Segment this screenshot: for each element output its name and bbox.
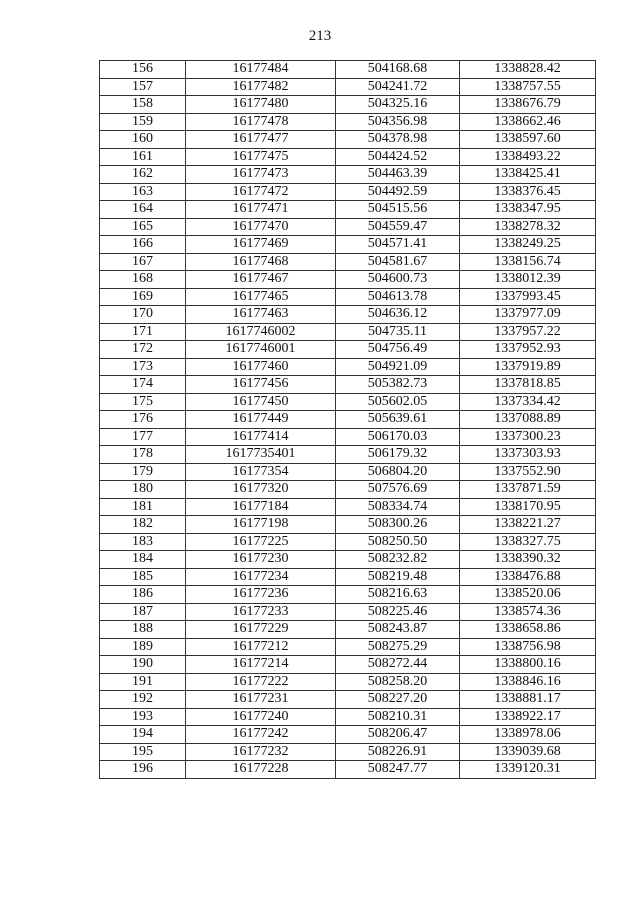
table-row: [100, 323, 596, 341]
point-number-cell: 172: [100, 341, 186, 359]
point-id-cell: 16177470: [186, 218, 336, 236]
y-coordinate-cell: 1339120.31: [460, 761, 596, 779]
x-coordinate-cell: 504559.47: [336, 218, 460, 236]
y-coordinate-cell: 1337993.45: [460, 288, 596, 306]
table-row: [100, 411, 596, 429]
y-coordinate-cell: 1338756.98: [460, 638, 596, 656]
table-row: [100, 306, 596, 324]
x-coordinate-cell: 508250.50: [336, 533, 460, 551]
x-coordinate-cell: 508206.47: [336, 726, 460, 744]
point-id-cell: 16177478: [186, 113, 336, 131]
point-id-cell: 16177232: [186, 743, 336, 761]
table-row: [100, 463, 596, 481]
y-coordinate-cell: 1337088.89: [460, 411, 596, 429]
table-row: [100, 376, 596, 394]
table-row: [100, 551, 596, 569]
y-coordinate-cell: 1337818.85: [460, 376, 596, 394]
point-number-cell: 157: [100, 78, 186, 96]
y-coordinate-cell: 1337977.09: [460, 306, 596, 324]
point-id-cell: 16177484: [186, 61, 336, 79]
point-id-cell: 16177229: [186, 621, 336, 639]
point-id-cell: 1617746001: [186, 341, 336, 359]
x-coordinate-cell: 508216.63: [336, 586, 460, 604]
x-coordinate-cell: 504581.67: [336, 253, 460, 271]
point-id-cell: 16177450: [186, 393, 336, 411]
point-number-cell: 168: [100, 271, 186, 289]
y-coordinate-cell: 1338757.55: [460, 78, 596, 96]
y-coordinate-cell: 1338493.22: [460, 148, 596, 166]
point-number-cell: 177: [100, 428, 186, 446]
point-number-cell: 156: [100, 61, 186, 79]
point-number-cell: 169: [100, 288, 186, 306]
table-row: [100, 691, 596, 709]
x-coordinate-cell: 504571.41: [336, 236, 460, 254]
point-number-cell: 193: [100, 708, 186, 726]
point-number-cell: 184: [100, 551, 186, 569]
point-id-cell: 16177469: [186, 236, 336, 254]
point-id-cell: 16177225: [186, 533, 336, 551]
point-number-cell: 162: [100, 166, 186, 184]
y-coordinate-cell: 1338347.95: [460, 201, 596, 219]
point-id-cell: 16177233: [186, 603, 336, 621]
y-coordinate-cell: 1338846.16: [460, 673, 596, 691]
x-coordinate-cell: 504756.49: [336, 341, 460, 359]
point-id-cell: 16177184: [186, 498, 336, 516]
y-coordinate-cell: 1338012.39: [460, 271, 596, 289]
x-coordinate-cell: 508243.87: [336, 621, 460, 639]
table-row: [100, 201, 596, 219]
table-row: [100, 236, 596, 254]
x-coordinate-cell: 505382.73: [336, 376, 460, 394]
x-coordinate-cell: 508232.82: [336, 551, 460, 569]
x-coordinate-cell: 508225.46: [336, 603, 460, 621]
point-number-cell: 160: [100, 131, 186, 149]
x-coordinate-cell: 504636.12: [336, 306, 460, 324]
table-row: [100, 183, 596, 201]
x-coordinate-cell: 508334.74: [336, 498, 460, 516]
point-number-cell: 166: [100, 236, 186, 254]
y-coordinate-cell: 1338376.45: [460, 183, 596, 201]
point-number-cell: 171: [100, 323, 186, 341]
point-number-cell: 159: [100, 113, 186, 131]
point-id-cell: 16177320: [186, 481, 336, 499]
x-coordinate-cell: 504600.73: [336, 271, 460, 289]
point-id-cell: 16177472: [186, 183, 336, 201]
point-number-cell: 190: [100, 656, 186, 674]
y-coordinate-cell: 1339039.68: [460, 743, 596, 761]
point-number-cell: 195: [100, 743, 186, 761]
y-coordinate-cell: 1337871.59: [460, 481, 596, 499]
point-id-cell: 1617735401: [186, 446, 336, 464]
point-number-cell: 180: [100, 481, 186, 499]
y-coordinate-cell: 1338574.36: [460, 603, 596, 621]
y-coordinate-cell: 1338390.32: [460, 551, 596, 569]
point-id-cell: 16177482: [186, 78, 336, 96]
point-number-cell: 194: [100, 726, 186, 744]
y-coordinate-cell: 1338676.79: [460, 96, 596, 114]
y-coordinate-cell: 1338658.86: [460, 621, 596, 639]
y-coordinate-cell: 1337552.90: [460, 463, 596, 481]
point-number-cell: 196: [100, 761, 186, 779]
y-coordinate-cell: 1338170.95: [460, 498, 596, 516]
point-number-cell: 165: [100, 218, 186, 236]
y-coordinate-cell: 1337303.93: [460, 446, 596, 464]
table-row: [100, 341, 596, 359]
point-id-cell: 16177414: [186, 428, 336, 446]
point-number-cell: 158: [100, 96, 186, 114]
x-coordinate-cell: 504356.98: [336, 113, 460, 131]
table-row: [100, 358, 596, 376]
table-row: [100, 568, 596, 586]
point-id-cell: 16177242: [186, 726, 336, 744]
point-id-cell: 16177468: [186, 253, 336, 271]
x-coordinate-cell: 504378.98: [336, 131, 460, 149]
y-coordinate-cell: 1337300.23: [460, 428, 596, 446]
y-coordinate-cell: 1338800.16: [460, 656, 596, 674]
x-coordinate-cell: 504424.52: [336, 148, 460, 166]
point-number-cell: 187: [100, 603, 186, 621]
table-row: [100, 218, 596, 236]
table-row: [100, 393, 596, 411]
table-row: [100, 586, 596, 604]
table-row: [100, 131, 596, 149]
x-coordinate-cell: 508210.31: [336, 708, 460, 726]
point-id-cell: 16177198: [186, 516, 336, 534]
coordinates-table: [99, 60, 596, 779]
y-coordinate-cell: 1337334.42: [460, 393, 596, 411]
table-row: [100, 61, 596, 79]
y-coordinate-cell: 1337919.89: [460, 358, 596, 376]
point-number-cell: 181: [100, 498, 186, 516]
point-number-cell: 167: [100, 253, 186, 271]
table-row: [100, 166, 596, 184]
y-coordinate-cell: 1338881.17: [460, 691, 596, 709]
table-row: [100, 656, 596, 674]
x-coordinate-cell: 508227.20: [336, 691, 460, 709]
point-id-cell: 16177467: [186, 271, 336, 289]
x-coordinate-cell: 504463.39: [336, 166, 460, 184]
point-number-cell: 183: [100, 533, 186, 551]
table-row: [100, 96, 596, 114]
table-row: [100, 673, 596, 691]
point-id-cell: 16177477: [186, 131, 336, 149]
point-number-cell: 182: [100, 516, 186, 534]
point-number-cell: 173: [100, 358, 186, 376]
point-id-cell: 16177480: [186, 96, 336, 114]
table-row: [100, 603, 596, 621]
y-coordinate-cell: 1338327.75: [460, 533, 596, 551]
x-coordinate-cell: 508247.77: [336, 761, 460, 779]
x-coordinate-cell: 504168.68: [336, 61, 460, 79]
point-id-cell: 1617746002: [186, 323, 336, 341]
x-coordinate-cell: 504241.72: [336, 78, 460, 96]
point-number-cell: 186: [100, 586, 186, 604]
x-coordinate-cell: 504613.78: [336, 288, 460, 306]
point-number-cell: 175: [100, 393, 186, 411]
y-coordinate-cell: 1338278.32: [460, 218, 596, 236]
table-row: [100, 498, 596, 516]
point-id-cell: 16177234: [186, 568, 336, 586]
point-id-cell: 16177212: [186, 638, 336, 656]
point-number-cell: 191: [100, 673, 186, 691]
point-id-cell: 16177471: [186, 201, 336, 219]
y-coordinate-cell: 1338828.42: [460, 61, 596, 79]
table-row: [100, 743, 596, 761]
point-id-cell: 16177214: [186, 656, 336, 674]
y-coordinate-cell: 1338249.25: [460, 236, 596, 254]
table-row: [100, 621, 596, 639]
table-row: [100, 253, 596, 271]
x-coordinate-cell: 504325.16: [336, 96, 460, 114]
x-coordinate-cell: 504921.09: [336, 358, 460, 376]
point-number-cell: 192: [100, 691, 186, 709]
point-id-cell: 16177236: [186, 586, 336, 604]
x-coordinate-cell: 504492.59: [336, 183, 460, 201]
table-row: [100, 726, 596, 744]
y-coordinate-cell: 1338922.17: [460, 708, 596, 726]
y-coordinate-cell: 1338662.46: [460, 113, 596, 131]
point-id-cell: 16177456: [186, 376, 336, 394]
table-row: [100, 288, 596, 306]
table-row: [100, 113, 596, 131]
point-id-cell: 16177473: [186, 166, 336, 184]
x-coordinate-cell: 508272.44: [336, 656, 460, 674]
table-row: [100, 78, 596, 96]
point-number-cell: 179: [100, 463, 186, 481]
page-number: 213: [308, 28, 332, 44]
table-row: [100, 533, 596, 551]
point-id-cell: 16177475: [186, 148, 336, 166]
point-number-cell: 164: [100, 201, 186, 219]
table-row: [100, 148, 596, 166]
x-coordinate-cell: 508275.29: [336, 638, 460, 656]
x-coordinate-cell: 506179.32: [336, 446, 460, 464]
table-row: [100, 446, 596, 464]
y-coordinate-cell: 1338597.60: [460, 131, 596, 149]
x-coordinate-cell: 505639.61: [336, 411, 460, 429]
y-coordinate-cell: 1338156.74: [460, 253, 596, 271]
point-id-cell: 16177354: [186, 463, 336, 481]
x-coordinate-cell: 504735.11: [336, 323, 460, 341]
point-id-cell: 16177230: [186, 551, 336, 569]
x-coordinate-cell: 506804.20: [336, 463, 460, 481]
x-coordinate-cell: 508300.26: [336, 516, 460, 534]
table-row: [100, 481, 596, 499]
point-number-cell: 174: [100, 376, 186, 394]
point-id-cell: 16177228: [186, 761, 336, 779]
coordinates-table-body: [100, 61, 596, 779]
table-row: [100, 428, 596, 446]
y-coordinate-cell: 1338221.27: [460, 516, 596, 534]
point-number-cell: 161: [100, 148, 186, 166]
point-id-cell: 16177465: [186, 288, 336, 306]
point-number-cell: 188: [100, 621, 186, 639]
x-coordinate-cell: 508226.91: [336, 743, 460, 761]
x-coordinate-cell: 505602.05: [336, 393, 460, 411]
point-id-cell: 16177449: [186, 411, 336, 429]
point-id-cell: 16177222: [186, 673, 336, 691]
table-row: [100, 708, 596, 726]
point-id-cell: 16177231: [186, 691, 336, 709]
table-row: [100, 516, 596, 534]
x-coordinate-cell: 508258.20: [336, 673, 460, 691]
point-number-cell: 163: [100, 183, 186, 201]
x-coordinate-cell: 507576.69: [336, 481, 460, 499]
table-row: [100, 271, 596, 289]
table-row: [100, 638, 596, 656]
point-id-cell: 16177240: [186, 708, 336, 726]
x-coordinate-cell: 506170.03: [336, 428, 460, 446]
point-id-cell: 16177460: [186, 358, 336, 376]
point-number-cell: 178: [100, 446, 186, 464]
x-coordinate-cell: 504515.56: [336, 201, 460, 219]
x-coordinate-cell: 508219.48: [336, 568, 460, 586]
point-number-cell: 170: [100, 306, 186, 324]
y-coordinate-cell: 1338425.41: [460, 166, 596, 184]
point-number-cell: 189: [100, 638, 186, 656]
point-number-cell: 176: [100, 411, 186, 429]
table-row: [100, 761, 596, 779]
y-coordinate-cell: 1337952.93: [460, 341, 596, 359]
point-id-cell: 16177463: [186, 306, 336, 324]
y-coordinate-cell: 1338520.06: [460, 586, 596, 604]
point-number-cell: 185: [100, 568, 186, 586]
y-coordinate-cell: 1337957.22: [460, 323, 596, 341]
y-coordinate-cell: 1338978.06: [460, 726, 596, 744]
y-coordinate-cell: 1338476.88: [460, 568, 596, 586]
